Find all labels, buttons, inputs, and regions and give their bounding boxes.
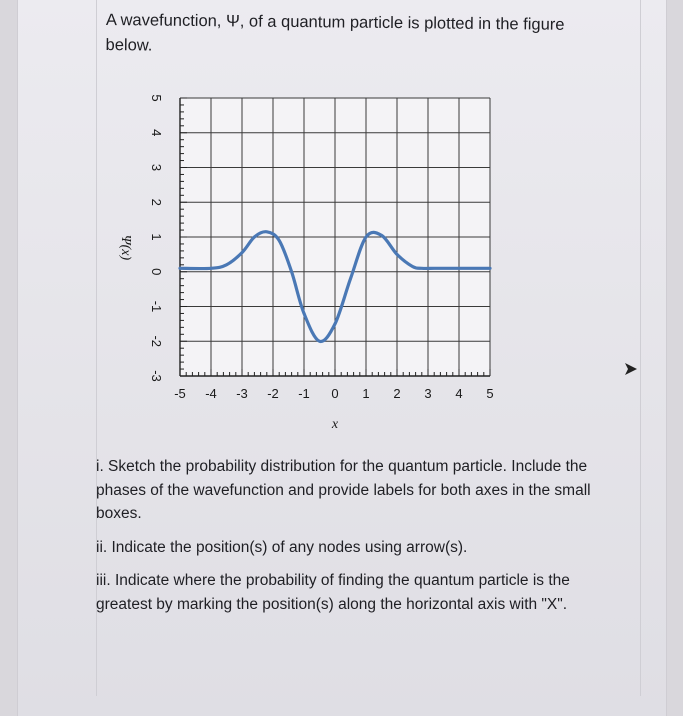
- y-axis-title: Ψ(x): [118, 234, 133, 261]
- x-tick-label: 5: [486, 386, 494, 401]
- y-tick-label: 5: [149, 94, 164, 102]
- y-tick-label: 0: [149, 268, 164, 276]
- x-axis-title: x: [331, 417, 339, 432]
- y-tick-label: -2: [149, 335, 164, 348]
- wavefunction-chart: [100, 78, 510, 443]
- chart-svg: [100, 78, 510, 438]
- y-tick-label: -1: [149, 300, 164, 313]
- question-list: [96, 455, 616, 626]
- y-tick-label: 4: [149, 129, 164, 137]
- x-tick-label: -3: [236, 386, 248, 401]
- question-3: iii. Indicate where the probability of finding the quantum particle is the greatest by marking the position(s) along the horizontal axis with "X".: [96, 572, 570, 613]
- question-intro: [105, 8, 625, 63]
- question-2: ii. Indicate the position(s) of any nodes using arrow(s).: [96, 538, 468, 556]
- x-tick-label: -2: [267, 386, 279, 401]
- x-tick-label: 4: [455, 386, 463, 401]
- x-tick-label: 2: [393, 386, 401, 401]
- x-tick-label: -1: [298, 386, 310, 401]
- intro-line-2: below.: [105, 35, 153, 55]
- y-tick-label: 2: [149, 198, 164, 206]
- x-tick-label: 0: [331, 386, 339, 401]
- x-tick-label: 3: [424, 386, 432, 401]
- x-tick-label: -4: [205, 386, 217, 401]
- x-tick-label: 1: [362, 386, 370, 401]
- question-1: i. Sketch the probability distribution for the quantum particle. Include the phases of the wavefunction and provide labels for both axes in the small boxes.: [96, 458, 591, 522]
- y-tick-label: 3: [149, 163, 164, 172]
- x-tick-label: -5: [174, 386, 186, 401]
- intro-line-1: A wavefunction, Ψ, of a quantum particle is plotted in the figure: [105, 10, 565, 34]
- y-tick-label: -3: [149, 370, 164, 382]
- mouse-pointer-icon: [624, 362, 638, 376]
- y-tick-label: 1: [149, 233, 164, 241]
- margin-rule-right: [640, 0, 641, 696]
